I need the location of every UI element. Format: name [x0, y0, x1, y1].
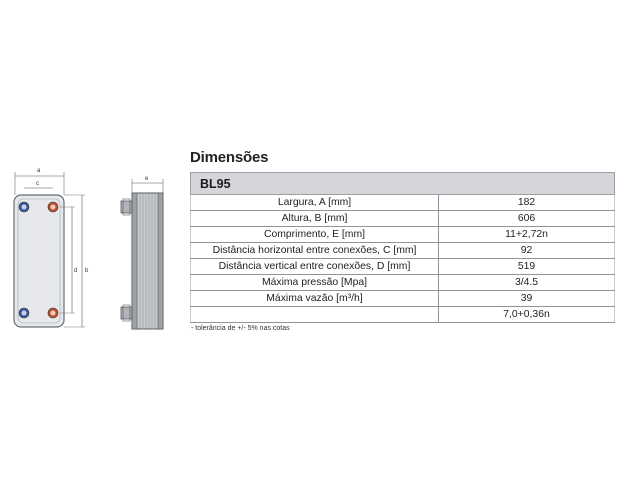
row-label: [191, 307, 439, 323]
row-label: Distância horizontal entre conexões, C [mm]: [191, 243, 439, 259]
side-connection-top: [121, 201, 132, 213]
row-value: 182: [439, 195, 615, 211]
dim-label-e: e: [145, 176, 149, 182]
row-value: 39: [439, 291, 615, 307]
table-row: [191, 275, 615, 291]
side-view: [121, 176, 163, 329]
row-value: 92: [439, 243, 615, 259]
tolerance-note: - tolerância de +/- 5% nas cotas: [191, 325, 290, 332]
table-row: [191, 195, 615, 211]
row-label: Altura, B [mm]: [191, 211, 439, 227]
row-value: 7,0+0,36n: [439, 307, 615, 323]
dim-label-c: c: [36, 181, 39, 187]
row-value: 606: [439, 211, 615, 227]
side-connection-bottom: [121, 307, 132, 319]
table-row: [191, 227, 615, 243]
table-row: [191, 243, 615, 259]
page-title: Dimensões: [190, 149, 269, 166]
dim-label-b: b: [85, 268, 89, 274]
dim-label-d: d: [74, 268, 78, 274]
plate-outline: [14, 195, 64, 327]
dim-label-a: a: [37, 168, 41, 174]
row-label: Distância vertical entre conexões, D [mm]: [191, 259, 439, 275]
model-header: BL95: [191, 173, 615, 195]
row-label: Comprimento, E [mm]: [191, 227, 439, 243]
table-row: [191, 291, 615, 307]
row-label: Máxima vazão [m³/h]: [191, 291, 439, 307]
row-value: 3/4.5: [439, 275, 615, 291]
row-label: Largura, A [mm]: [191, 195, 439, 211]
table-row: [191, 259, 615, 275]
table-row: [191, 211, 615, 227]
front-view: [14, 168, 89, 327]
table-row: [191, 307, 615, 323]
row-label: Máxima pressão [Mpa]: [191, 275, 439, 291]
row-value: 11+2,72n: [439, 227, 615, 243]
dimensions-table: [190, 172, 615, 323]
row-value: 519: [439, 259, 615, 275]
heat-exchanger-drawing: [0, 0, 180, 340]
